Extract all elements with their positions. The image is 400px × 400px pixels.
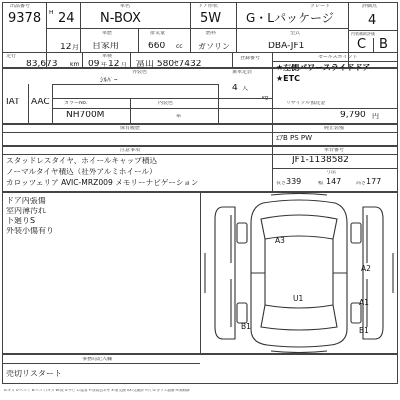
lot-label: 出品番号: [10, 4, 31, 9]
disp-label: 排気量: [150, 31, 166, 36]
km-unit: km: [70, 62, 80, 68]
note-line: ノーマルタイヤ積込（社外アルミホイール）: [6, 168, 157, 176]
displacement: 660: [148, 42, 166, 51]
disp-unit: cc: [176, 44, 183, 50]
divider: [236, 2, 237, 28]
divider: [272, 168, 398, 169]
equip-label: 純正装備: [324, 126, 345, 131]
use-value: 自家用: [92, 42, 120, 51]
inspector-comment: ドア内張傷: [6, 197, 46, 205]
divider: [80, 2, 81, 28]
plate-label: 登録番号: [240, 56, 261, 61]
divider: [138, 28, 139, 52]
office-label: 事務局記入欄: [82, 357, 113, 362]
width-value: 147: [326, 178, 342, 186]
divider: [52, 108, 398, 109]
divider: [52, 98, 272, 99]
capacity-unit: 人: [242, 86, 249, 92]
model-code: DBA-JF1: [268, 42, 305, 51]
left-side-outline: [215, 207, 235, 339]
interior-grade-right: B: [379, 38, 388, 51]
divider: [52, 84, 53, 124]
note-line: スタッドレスタイヤ、ホイールキャップ積込: [6, 157, 158, 165]
damage-mark: B1: [359, 326, 369, 335]
fuel-value: ガソリン: [198, 43, 230, 51]
footer-frame: [2, 354, 398, 384]
doors-label: ドア形状: [198, 4, 218, 9]
windshield: [261, 215, 337, 239]
inspection-month-unit: 月: [121, 62, 128, 68]
sales-point: ★ETC: [276, 75, 300, 83]
notes-label: 注意事項: [120, 148, 141, 153]
office-note: 売切リスタート: [6, 370, 62, 378]
fuel-label: 燃料: [206, 31, 217, 36]
history-label: 保有履歴: [120, 126, 141, 131]
right-side-outline: [363, 207, 383, 339]
divider: [232, 52, 233, 68]
divider: [218, 84, 219, 124]
sales-point: ★左側パワースライドドア: [276, 64, 371, 72]
divider: [373, 38, 374, 52]
interior-grade-left: C: [357, 38, 367, 51]
lot-number: 9378: [8, 12, 42, 25]
ext-color-label: 外装色: [132, 70, 148, 75]
km-label: 走行: [6, 54, 17, 59]
plate-number: 富山 580ｾ7432: [136, 60, 202, 69]
ext-color: ｼﾙﾊﾞｰ: [100, 77, 118, 84]
wheel-rear-left: [237, 303, 247, 323]
inspector-comment: 下廻りS: [6, 217, 36, 225]
door-type: 5W: [200, 12, 222, 25]
inspection-year: 09: [88, 60, 100, 69]
divider: [272, 146, 273, 192]
size-label: 寸法: [326, 170, 337, 175]
yen-unit: 円: [372, 113, 379, 120]
sales-label: セールスポイント: [318, 55, 358, 60]
car-damage-diagram: [201, 193, 397, 353]
color-no-label: カラーNo.: [64, 101, 88, 106]
pref-unit: 糸: [176, 114, 182, 119]
capacity-label: 乗車定員: [232, 70, 253, 75]
wheel-front-left: [237, 223, 247, 243]
divider: [28, 84, 29, 124]
inspector-comment: 外装小傷有り: [6, 227, 54, 235]
use-label: 車歴: [102, 31, 113, 36]
grade-label: グレード: [310, 4, 331, 9]
divider: [348, 30, 398, 31]
divider: [2, 52, 398, 53]
damage-mark: A1: [359, 298, 369, 307]
damage-mark: U1: [293, 294, 304, 303]
divider: [130, 98, 131, 124]
first-reg-month: 12: [60, 43, 72, 52]
month-unit: 月: [72, 44, 79, 51]
equipment: ｴｱB PS PW: [276, 135, 313, 142]
divider: [80, 28, 81, 52]
capacity: 4: [232, 84, 238, 93]
grade-name: G・Lパッケージ: [246, 12, 334, 24]
length-label: 長さ: [276, 181, 287, 186]
divider: [236, 28, 237, 52]
spec-frame: [2, 68, 398, 124]
chassis-label: 車台番号: [324, 148, 345, 153]
int-color-label: 内装色: [158, 101, 174, 106]
model-name: N-BOX: [100, 12, 141, 25]
era-prefix: H: [49, 10, 54, 16]
recycle-fee: 9,790: [340, 111, 366, 120]
score-label: 評価点: [362, 4, 378, 9]
rear-bumper: [271, 351, 327, 353]
score-value: 4: [368, 14, 377, 27]
note-line: カロッツェリア AVIC-MRZ009 メモリーナビゲーション: [6, 179, 199, 187]
inspector-comment: 室内薄汚れ: [6, 207, 46, 215]
model-year: 24: [58, 12, 75, 25]
height-label: 高さ: [356, 181, 367, 186]
recycle-label: リサイクル預託金: [286, 101, 326, 106]
divider: [2, 154, 398, 155]
length-value: 339: [286, 178, 302, 186]
damage-mark: A2: [361, 264, 371, 273]
width-label: 幅: [318, 181, 324, 186]
divider: [46, 28, 348, 29]
type-label: 型式: [290, 31, 301, 36]
inspection-label: 車検: [102, 54, 113, 59]
height-value: 177: [366, 178, 382, 186]
divider: [190, 28, 191, 52]
divider: [272, 61, 398, 62]
inspection-month: 12: [108, 60, 120, 69]
ac-type: AAC: [31, 98, 50, 107]
damage-mark: A3: [275, 236, 285, 245]
front-bumper: [271, 194, 327, 196]
interior-label: 内装補助評価: [351, 32, 375, 36]
mileage: 83,673: [26, 60, 58, 69]
divider: [82, 52, 83, 68]
shift-type: IAT: [6, 98, 20, 107]
load-unit: kg: [262, 96, 269, 101]
wheel-front-right: [351, 223, 361, 243]
chassis-number: JF1-1138582: [292, 156, 349, 165]
divider: [46, 2, 47, 68]
history-frame: [2, 124, 398, 146]
divider: [130, 52, 131, 68]
divider: [52, 84, 218, 85]
color-number: NH700M: [66, 111, 105, 120]
model-label: 車名: [120, 4, 131, 9]
inspection-year-unit: 年: [101, 62, 108, 68]
divider: [190, 2, 191, 28]
damage-mark: B1: [241, 322, 251, 331]
legend-fine-print: A:キズ U:ヘコミ B:ヘコミ/キズ W:波 S:サビ C:腐食 P:塗装色あせ X:要交換 XX:交換済 Y:穴 G:ガラス損傷 R:補修跡: [4, 389, 190, 392]
rear-window: [261, 305, 337, 330]
